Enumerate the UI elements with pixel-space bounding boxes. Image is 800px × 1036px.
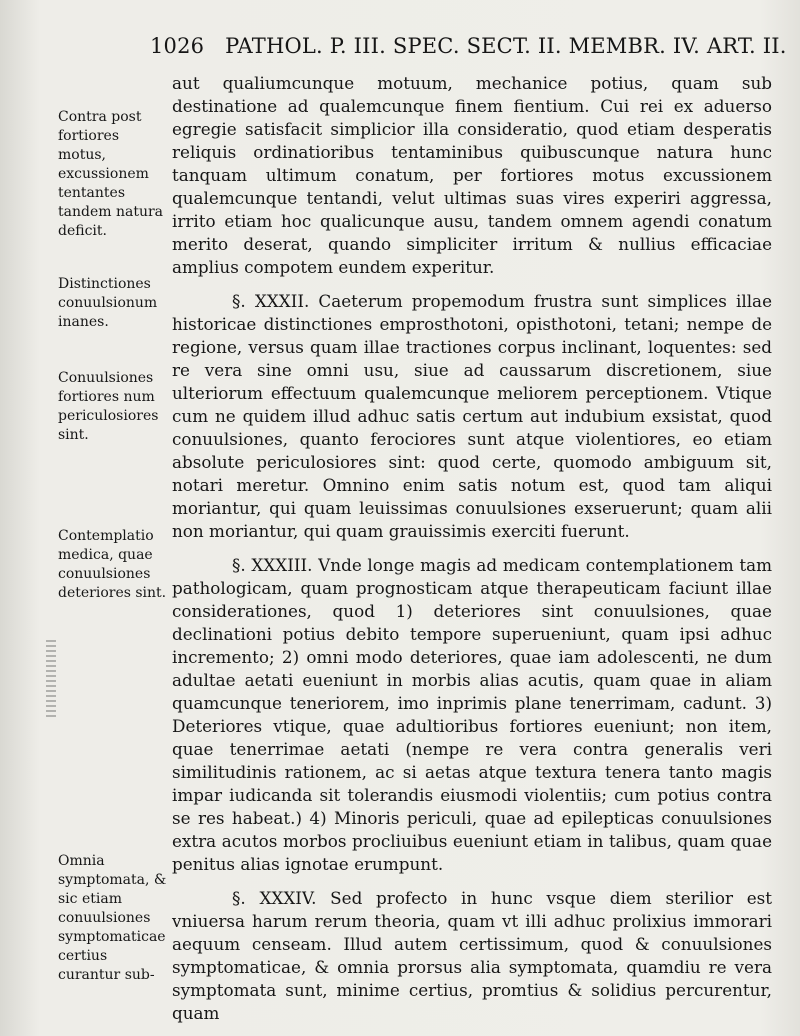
margin-note: Conuulsiones fortiores num periculosiores sint. [58,370,159,443]
paragraph: aut qualiumcunque motuum, mechanice potius, quam sub destinatione ad qualemcunque finem fientium. Cui rei ex aduerso egregie satisfacit simplicior illa consideratio, quod etiam desperatis reliquis ordinatioribus tentaminibus quibuscunque natura hunc tanquam ultimum conatum, per fortiores motus excussionem qualemcunque tentandi, velut ultimas suas vires experiri aggressa, irrito etiam hoc qualicunque ausu, tandem omnem agendi conatum merito deserat, quando simpliciter irritum & nullius efficaciae amplius compotem eundem experitur. [172,73,772,277]
margin-note: Distinctiones conuulsionum inanes. [58,276,158,330]
section-xxxii: §. XXXII. Caeterum propemodum frustra sunt simplices illae historicae distinctiones emprosthotoni, opisthotoni, tetani; nempe de regione, versus quam illae tractiones corpus inclinant, loquentes: sed re vera sine omni usu, siue ad caussarum discretionem, siue ulteriorum effectuum qualemcunque meliorem perceptionem. Vtique cum ne quidem illud adhuc satis certum aut indubium exsistat, quod conuulsiones, quanto ferociores sunt atque violentiores, eo etiam absolute periculosiores sint: quod certe, quomodo ambiguum sit, notari meretur. Omnino enim satis notum est, quod tam aliqui moriantur, qui quam leuissimas conuulsiones exseruerunt; quam alii non moriantur, qui quam grauissimis exerciti fuerunt. [172,291,772,541]
section-xxxiv: §. XXXIV. Sed profecto in hunc vsque diem sterilior est vniuersa harum rerum theoria, quam vt illi adhuc prolixius immorari aequum censeam. Illud autem certissimum, quod & conuulsiones symptomaticae, & omnia prorsus alia symptomata, quamdiu re vera symptomata sunt, minime certius, promtius & solidius percurentur, quam [172,888,772,1023]
main-text [172,72,772,1036]
running-title: PATHOL. P. III. SPEC. SECT. II. MEMBR. IV. ART. II. [225,34,787,58]
running-header [150,34,790,58]
margin-ink-mark [46,640,56,720]
page-number: 1026 [150,34,205,58]
margin-note: Omnia symptomata, & sic etiam conuulsiones symptomaticae certius curantur sub- [58,853,167,983]
margin-note: Contemplatio medica, quae conuulsiones deteriores sint. [58,528,167,601]
section-xxxiii: §. XXXIII. Vnde longe magis ad medicam contemplationem tam pathologicam, quam prognosticam atque therapeuticam faciunt illae considerationes, quod 1) deteriores sint conuulsiones, quae declinationi potius debito tempore superueniunt, quam ipsi adhuc incremento; 2) omni modo deteriores, quae iam adolescenti, ne dum adultae aetati eueniunt in morbis alias acutis, quam quae in aliam quamcunque teneriorem, imo inprimis plane tenerrimam, cadunt. 3) Deteriores vtique, quae adultioribus fortiores eueniunt; non item, quae tenerrimae aetati (nempe re vera contra generalis veri similitudinis rationem, ac si aetas atque textura tenera tanto magis impar iudicanda sit tolerandis eiusmodi violentiis; cum potius contra se res habeat.) 4) Minoris periculi, quae ad epilepticas conuulsiones extra acutos morbos procliuibus eueniunt etiam in talibus, quam quae penitus alias ignotae erumpunt. [172,555,772,874]
margin-note: Contra post fortiores motus, excussionem tentantes tandem natura deficit. [58,109,164,239]
